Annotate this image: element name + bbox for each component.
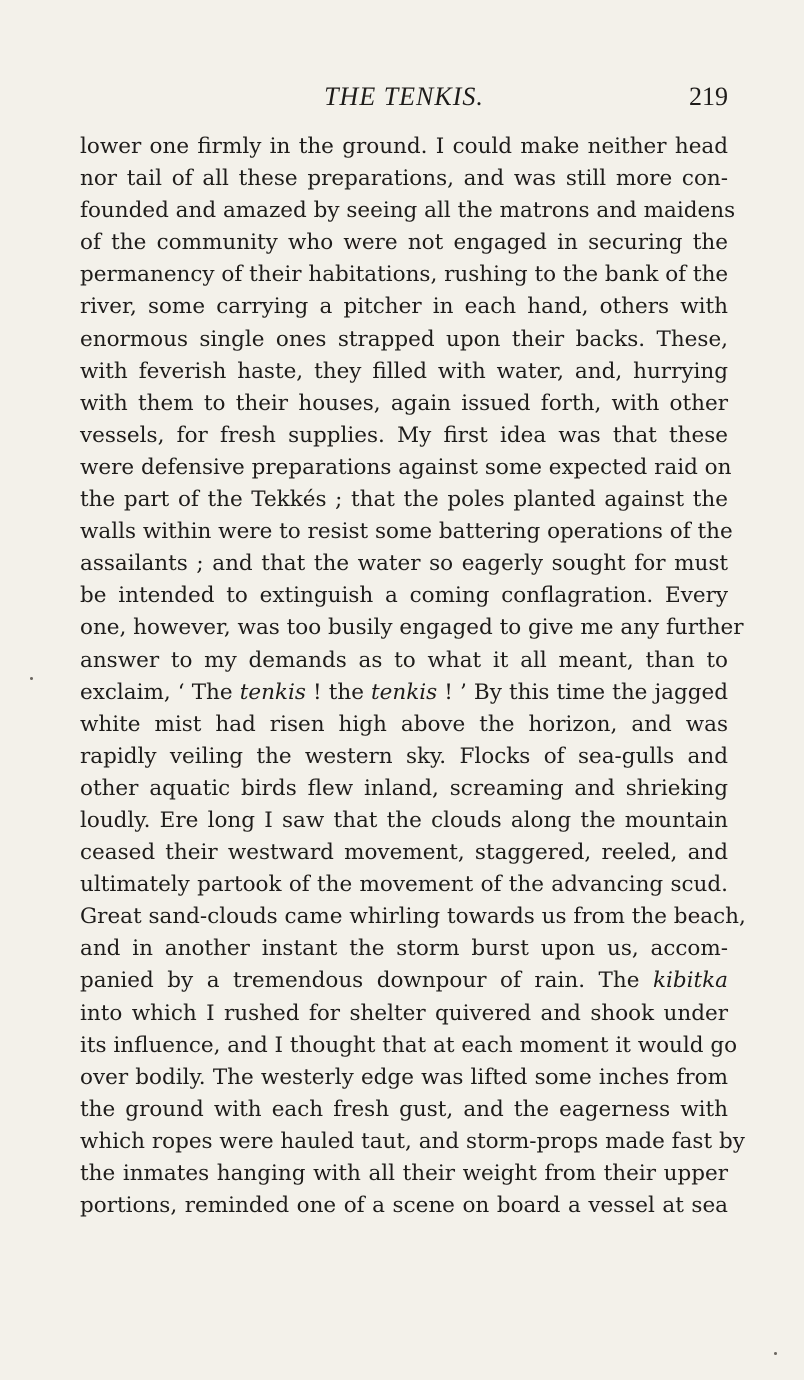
text-line [80, 1062, 728, 1094]
text-run: the part of the Tekkés ; that the poles planted against the [80, 487, 728, 513]
text-run: ultimately partook of the movement of the advancing scud. [80, 872, 728, 898]
italic-word: kibitka [652, 968, 728, 994]
text-line [80, 677, 728, 709]
margin-speck [774, 1352, 777, 1355]
text-run: permanency of their habitations, rushing to the bank of the [80, 262, 729, 288]
text-line [80, 1094, 728, 1126]
text-run: white mist had risen high above the horizon, and was [80, 711, 728, 737]
text-run: Great sand-clouds came whirling towards us from the beach, [80, 904, 746, 930]
text-line [80, 163, 728, 195]
text-run: exclaim, ‘ The [80, 679, 240, 705]
text-line [80, 1158, 728, 1190]
text-run: ! the [305, 679, 372, 705]
text-line [80, 1126, 745, 1158]
text-line [80, 548, 728, 580]
text-line [80, 612, 744, 644]
text-run: of the community who were not engaged in securing the [80, 230, 728, 256]
text-run: ceased their westward movement, staggered, reeled, and [80, 840, 728, 866]
text-run: portions, reminded one of a scene on board a vessel at sea [80, 1193, 728, 1219]
running-title: THE TENKIS. [324, 82, 484, 111]
text-line [80, 998, 728, 1030]
text-line [80, 709, 728, 741]
text-run: ! ’ By this time the jagged [437, 679, 728, 705]
text-line [80, 388, 728, 420]
text-run: panied by a tremendous downpour of rain. The [80, 968, 653, 994]
text-run: the ground with each fresh gust, and the eagerness with [80, 1096, 728, 1122]
text-line [80, 259, 728, 291]
text-line [80, 516, 733, 548]
text-run: other aquatic birds flew inland, screaming and shrieking [80, 775, 728, 801]
text-run: with them to their houses, again issued forth, with other [80, 390, 728, 416]
text-line [80, 901, 746, 933]
text-line [80, 227, 728, 259]
text-line [80, 291, 728, 323]
text-line [80, 580, 728, 612]
text-line [80, 933, 728, 965]
text-line [80, 131, 728, 163]
text-line [80, 1030, 738, 1062]
text-run: assailants ; and that the water so eagerly sought for must [80, 551, 728, 577]
text-run: lower one firmly in the ground. I could make neither head [80, 134, 728, 159]
text-run: enormous single ones strapped upon their backs. These, [80, 326, 728, 352]
text-run: founded and amazed by seeing all the matrons and maidens [80, 198, 736, 224]
text-line [80, 773, 728, 805]
text-line [80, 484, 728, 516]
page-number: 219 [689, 82, 728, 111]
text-run: its influence, and I thought that at each moment it would go [80, 1032, 738, 1058]
body-text [80, 131, 746, 1222]
text-run: walls within were to resist some battering operations of the [80, 519, 733, 545]
text-line [80, 869, 728, 901]
text-run: into which I rushed for shelter quivered and shook under [80, 1000, 728, 1026]
text-line [80, 324, 728, 356]
text-run: river, some carrying a pitcher in each hand, others with [80, 294, 728, 320]
running-head [80, 82, 728, 116]
text-run: be intended to extinguish a coming conflagration. Every [80, 583, 728, 609]
text-line [80, 356, 728, 388]
text-run: one, however, was too busily engaged to give me any further [80, 615, 744, 641]
text-run: with feverish haste, they filled with water, and, hurrying [80, 358, 728, 384]
text-run: over bodily. The westerly edge was lifted some inches from [80, 1064, 728, 1090]
text-run: were defensive preparations against some expected raid on [80, 454, 732, 480]
text-run: the inmates hanging with all their weight from their upper [80, 1161, 728, 1186]
text-run: which ropes were hauled taut, and storm-props made fast by [80, 1128, 745, 1154]
text-line [80, 420, 728, 452]
text-run: and in another instant the storm burst upon us, accom- [80, 936, 728, 962]
text-run: rapidly veiling the western sky. Flocks of sea-gulls and [80, 743, 728, 769]
text-line [80, 195, 736, 227]
text-line [80, 837, 728, 869]
text-line [80, 965, 728, 997]
text-line [80, 805, 728, 837]
text-line [80, 452, 732, 484]
text-run: vessels, for fresh supplies. My first idea was that these [80, 422, 728, 448]
text-line [80, 1190, 728, 1222]
text-run: answer to my demands as to what it all meant, than to [80, 647, 728, 673]
italic-word: tenkis [371, 679, 438, 705]
text-run: loudly. Ere long I saw that the clouds along the mountain [80, 807, 728, 833]
italic-word: tenkis [239, 679, 306, 705]
text-line [80, 741, 728, 773]
margin-speck [30, 677, 33, 680]
text-run: nor tail of all these preparations, and was still more con- [80, 166, 728, 192]
text-line [80, 645, 728, 677]
